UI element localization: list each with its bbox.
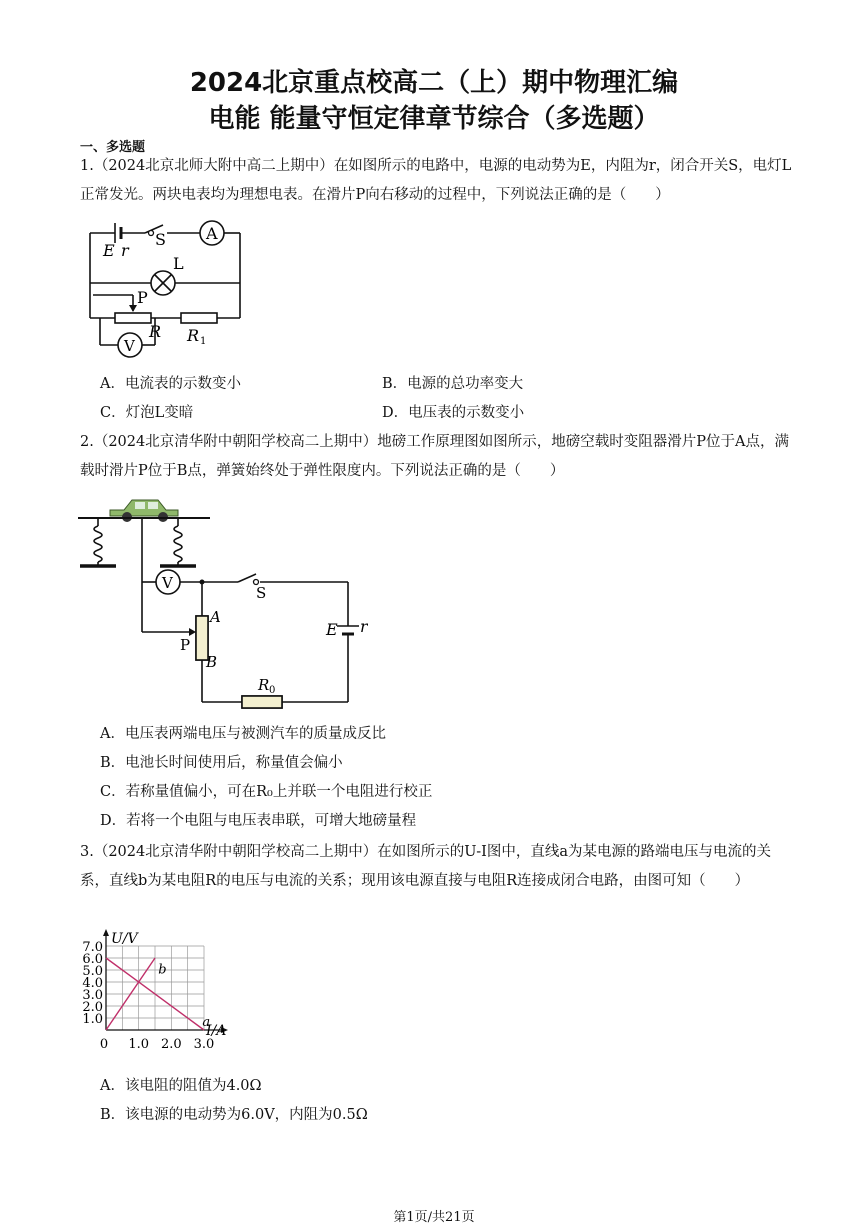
page-title-line2: 电能 能量守恒定律章节综合（多选题） <box>208 104 660 134</box>
chart-y-tick-label: 4.0 <box>82 976 103 991</box>
chart-series-label-b: b <box>158 962 167 978</box>
chart-series-label-a: a <box>202 1014 211 1030</box>
question-3-ui-chart <box>76 928 246 1068</box>
label-R1: R <box>187 326 200 345</box>
question-2-text: 2.（2024北京清华附中朝阳学校高二上期中）地磅工作原理图如图所示，地磅空载时变阻器滑片P位于A点，满载时滑片P位于B点，弹簧始终处于弹性限度内。下列说法正确的是（ ） <box>80 434 789 479</box>
ammeter-A-label: A <box>206 224 218 243</box>
chart-x-axis-label: I/A <box>206 1023 227 1039</box>
label-R: R <box>149 322 162 341</box>
label-P: P <box>180 636 191 654</box>
chart-y-tick-label: 6.0 <box>82 952 103 967</box>
label-S: S <box>155 230 166 249</box>
chart-x-tick-label: 0 <box>99 1037 109 1052</box>
question-1-option-c: C．灯泡L变暗 <box>100 405 194 421</box>
label-L: L <box>173 254 184 273</box>
question-1-circuit-figure <box>85 215 255 365</box>
label-R1-subscript: 1 <box>200 336 207 347</box>
label-R0: R <box>258 676 270 694</box>
chart-y-tick-label: 3.0 <box>82 988 103 1003</box>
question-2-weighbridge-figure <box>78 490 368 715</box>
label-P: P <box>137 288 148 307</box>
question-3-option-a: A．该电阻的阻值为4.0Ω <box>100 1078 262 1094</box>
question-1-text: 1.（2024北京北师大附中高二上期中）在如图所示的电路中，电源的电动势为E，内阻为r，闭合开关S，电灯L正常发光。两块电表均为理想电表。在滑片P向右移动的过程中，下列说法正确的是（ ） <box>80 158 792 203</box>
question-3-text: 3.（2024北京清华附中朝阳学校高二上期中）在如图所示的U-I图中，直线a为某电源的路端电压与电流的关系，直线b为某电阻R的电压与电流的关系；现用该电源直接与电阻R连接成闭合电路，由图可知（ ） <box>80 844 771 889</box>
question-1-option-b: B．电源的总功率变大 <box>382 376 524 392</box>
chart-y-axis-label: U/V <box>111 931 138 947</box>
chart-y-tick-label: 5.0 <box>82 964 103 979</box>
label-E: E <box>103 241 115 260</box>
label-B: B <box>206 653 218 671</box>
chart-x-tick-label: 2.0 <box>160 1037 182 1052</box>
label-S: S <box>256 584 267 602</box>
voltmeter-V-label: V <box>162 574 173 592</box>
question-2-option-a: A．电压表两端电压与被测汽车的质量成反比 <box>100 726 386 742</box>
chart-y-axis-arrow <box>103 929 109 936</box>
chart-y-tick-label: 7.0 <box>82 940 103 955</box>
label-A: A <box>210 608 221 626</box>
question-1-option-a: A．电流表的示数变小 <box>100 376 241 392</box>
chart-y-tick-label: 2.0 <box>82 1000 103 1015</box>
question-2-option-d: D．若将一个电阻与电压表串联，可增大地磅量程 <box>100 813 417 829</box>
chart-x-tick-label: 1.0 <box>128 1037 150 1052</box>
label-R0-subscript: 0 <box>269 685 276 696</box>
label-E: E <box>326 620 338 639</box>
page-footer: 第1页/共21页 <box>393 1210 475 1225</box>
question-1-option-d: D．电压表的示数变小 <box>382 405 525 421</box>
page-title-line1: 2024北京重点校高二（上）期中物理汇编 <box>189 68 679 98</box>
question-2-option-b: B．电池长时间使用后，称量值会偏小 <box>100 755 343 771</box>
label-r: r <box>360 617 368 636</box>
voltmeter-V-label: V <box>124 337 135 355</box>
chart-y-tick-label: 1.0 <box>82 1012 103 1027</box>
question-2-option-c: C．若称量值偏小，可在R₀上并联一个电阻进行校正 <box>100 784 433 800</box>
question-3-option-b: B．该电源的电动势为6.0V，内阻为0.5Ω <box>100 1107 368 1123</box>
label-r: r <box>121 241 129 260</box>
chart-x-tick-label: 3.0 <box>193 1037 215 1052</box>
section-heading: 一、多选题 <box>80 140 146 155</box>
